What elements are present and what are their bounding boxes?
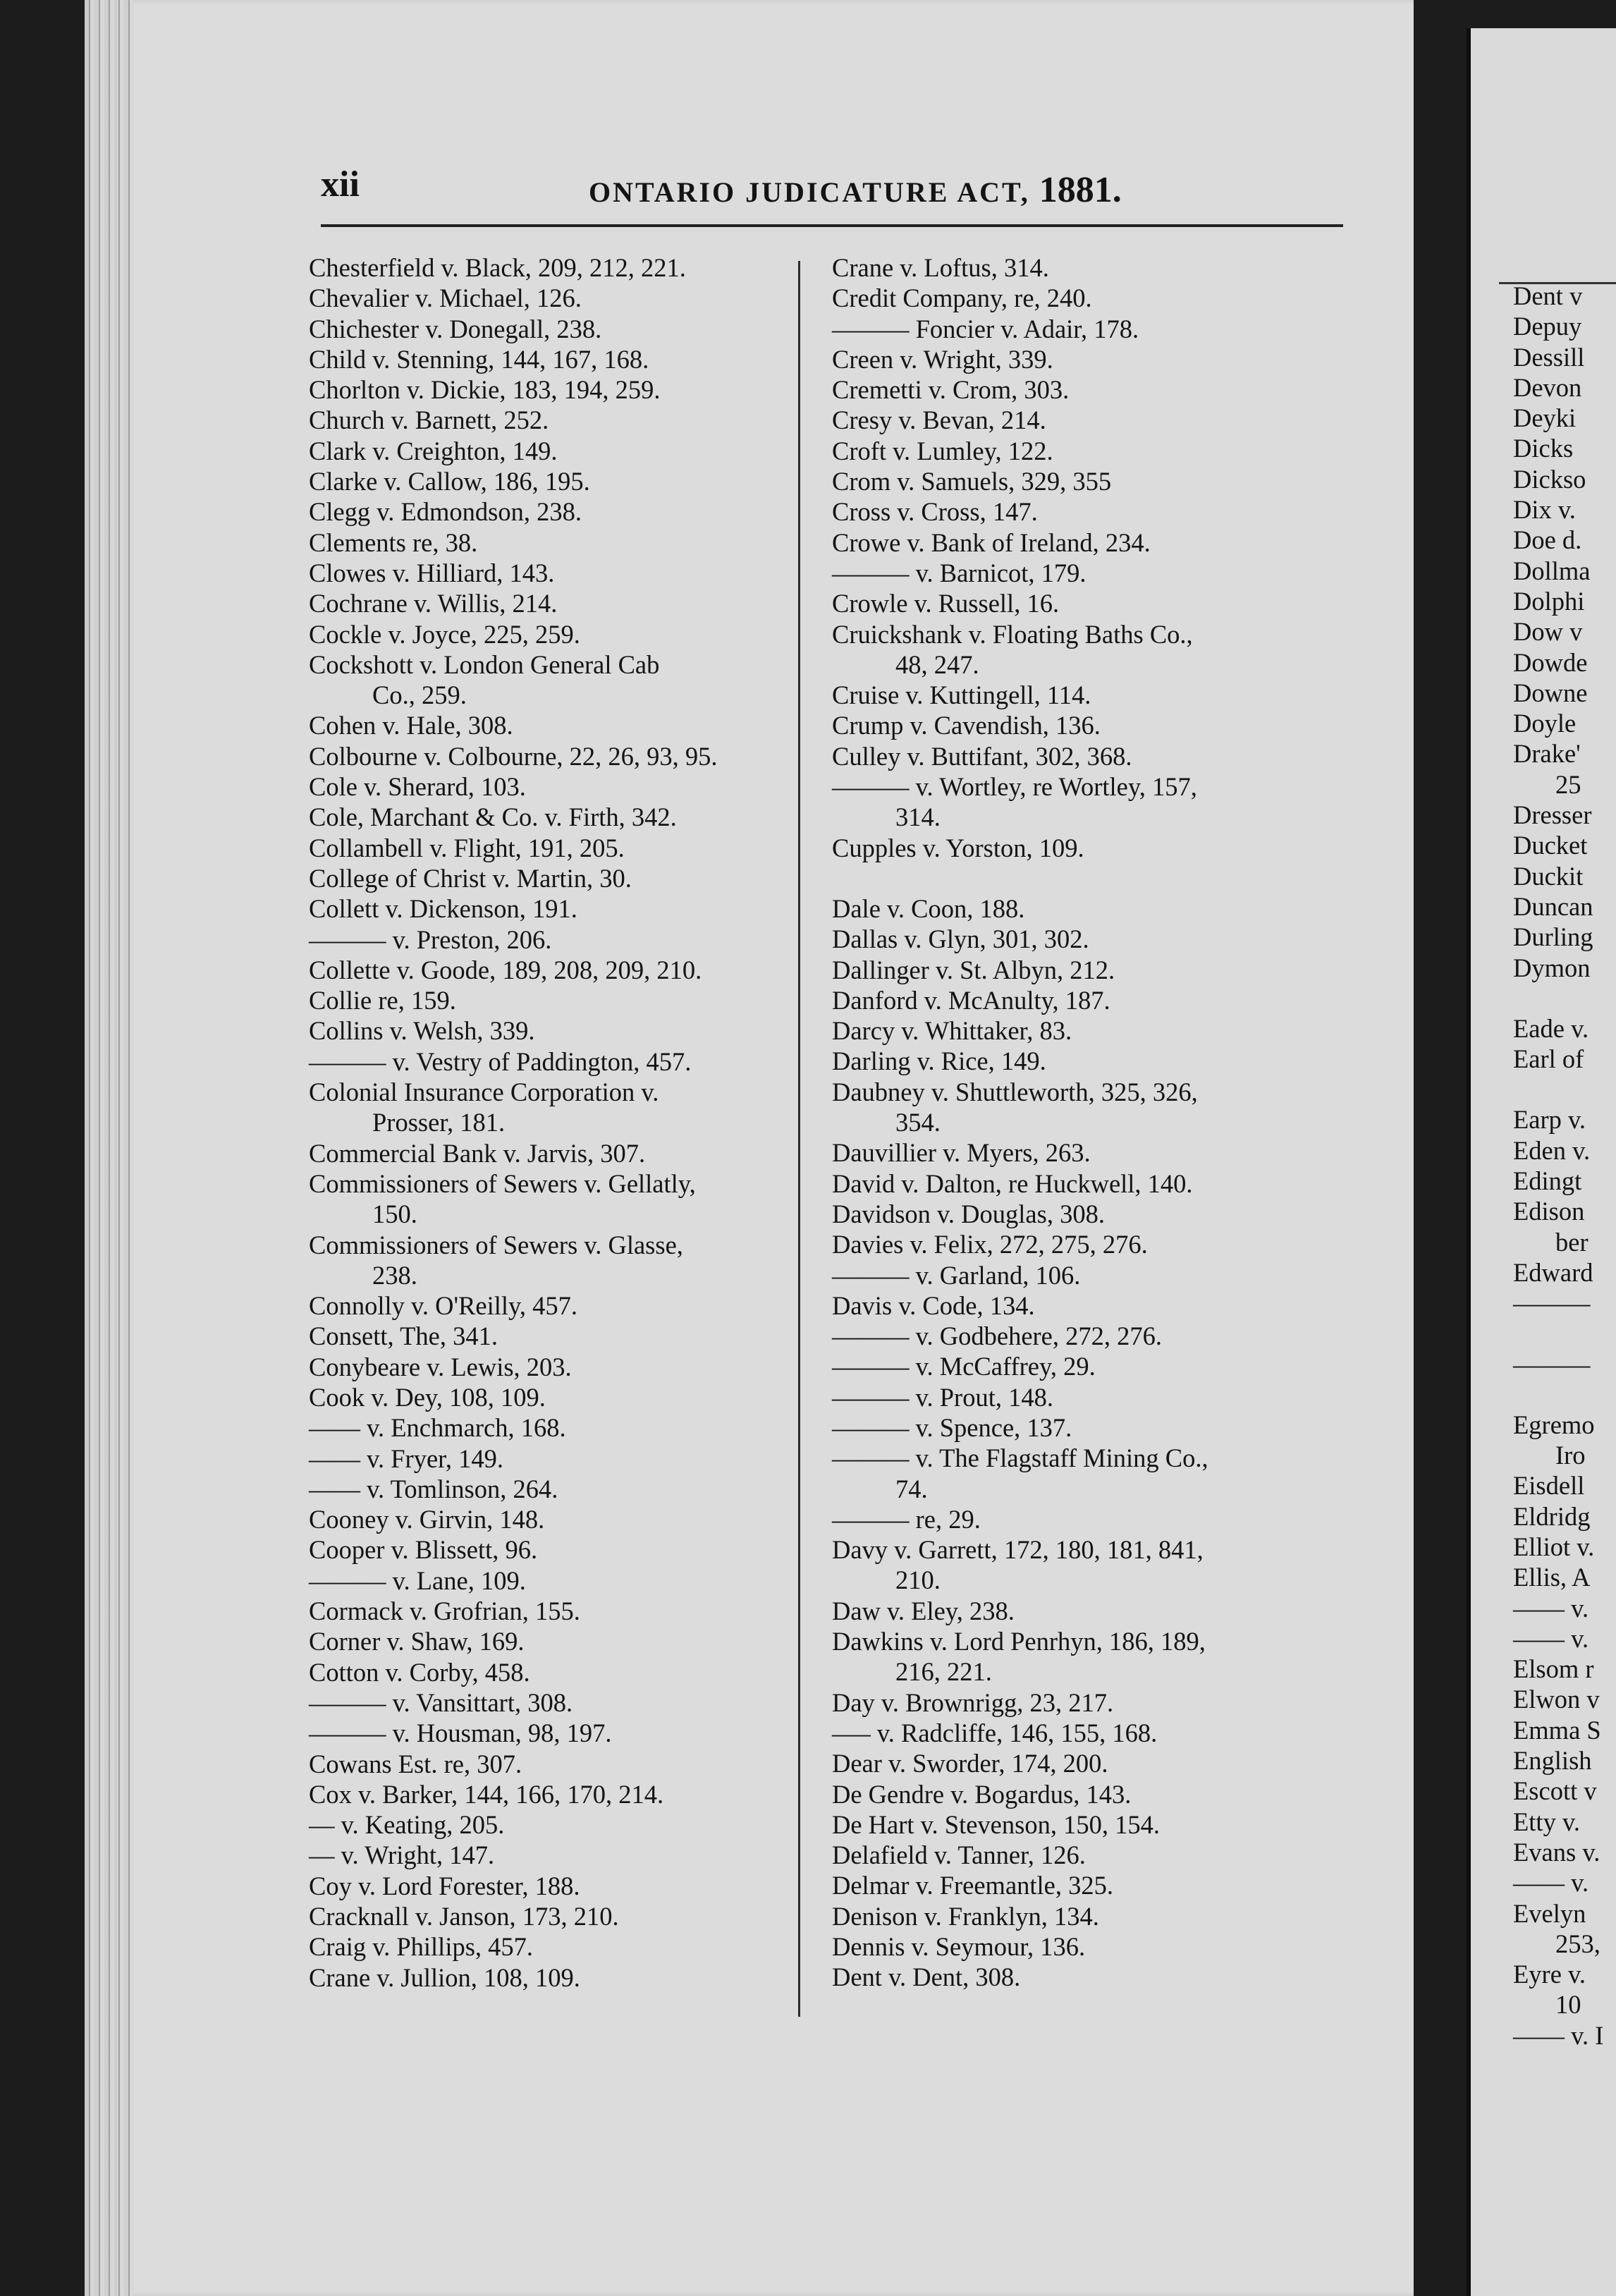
index-entry: Davis v. Code, 134. [832, 1290, 1035, 1320]
index-entry: Dessill [1513, 342, 1585, 372]
index-entry: Cole, Marchant & Co. v. Firth, 342. [309, 802, 677, 832]
index-entry: 150. [372, 1199, 417, 1229]
index-entry: Clegg v. Edmondson, 238. [309, 497, 582, 527]
index-entry: —— v. [1513, 1593, 1589, 1623]
index-column-right [832, 252, 1340, 1993]
index-entry: Crowe v. Bank of Ireland, 234. [832, 527, 1151, 557]
index-entry: Durling [1513, 922, 1593, 952]
index-entry: Cross v. Cross, 147. [832, 497, 1038, 527]
index-entry: Elsom r [1513, 1654, 1594, 1684]
index-entry: Day v. Brownrigg, 23, 217. [832, 1687, 1114, 1717]
index-entry: 253, [1555, 1929, 1600, 1958]
index-entry: Chevalier v. Michael, 126. [309, 283, 582, 313]
facing-page-column [1513, 281, 1603, 2051]
index-entry: Dolphi [1513, 586, 1585, 616]
index-entry: Collambell v. Flight, 191, 205. [309, 833, 625, 862]
index-entry: Clark v. Creighton, 149. [309, 436, 558, 465]
index-entry: Culley v. Buttifant, 302, 368. [832, 741, 1132, 771]
index-entry: — v. Keating, 205. [309, 1810, 505, 1840]
index-entry: Doyle [1513, 709, 1577, 738]
index-entry: Devon [1513, 372, 1582, 402]
section-gap [1513, 1074, 1603, 1104]
index-entry: Cockshott v. London General Cab [309, 649, 660, 679]
index-entry: Daubney v. Shuttleworth, 325, 326, [832, 1077, 1198, 1106]
index-entry: Croft v. Lumley, 122. [832, 436, 1053, 465]
index-entry: Cresy v. Bevan, 214. [832, 405, 1046, 435]
index-entry: Cochrane v. Willis, 214. [309, 589, 558, 618]
index-entry: Elwon v [1513, 1685, 1600, 1714]
index-entry: 74. [895, 1474, 928, 1503]
index-entry: Duckit [1513, 861, 1584, 891]
index-entry: Cockle v. Joyce, 225, 259. [309, 619, 580, 649]
index-entry: ——— v. Vestry of Paddington, 457. [309, 1046, 692, 1076]
index-entry: ber [1555, 1227, 1589, 1257]
index-entry: English [1513, 1746, 1592, 1776]
index-entry: Davy v. Garrett, 172, 180, 181, 841, [832, 1535, 1204, 1565]
index-entry: Cupples v. Yorston, 109. [832, 833, 1084, 862]
index-entry: Etty v. [1513, 1807, 1580, 1836]
index-entry: Colbourne v. Colbourne, 22, 26, 93, 95. [309, 741, 718, 771]
index-entry: Dickso [1513, 464, 1586, 494]
index-entry: 48, 247. [895, 649, 979, 679]
index-entry: College of Christ v. Martin, 30. [309, 863, 632, 893]
index-entry: Eyre v. [1513, 1960, 1586, 1989]
index-entry: Delmar v. Freemantle, 325. [832, 1871, 1114, 1900]
index-entry: ——— re, 29. [832, 1504, 981, 1534]
index-entry: —— v. Enchmarch, 168. [309, 1413, 566, 1443]
index-entry: Edingt [1513, 1166, 1582, 1196]
index-entry: Chesterfield v. Black, 209, 212, 221. [309, 253, 686, 282]
index-entry: Downe [1513, 678, 1588, 707]
index-entry: Doe d. [1513, 525, 1582, 555]
index-entry: Cruise v. Kuttingell, 114. [832, 680, 1091, 710]
index-entry: Clowes v. Hilliard, 143. [309, 558, 555, 587]
index-entry: Dowde [1513, 647, 1588, 677]
index-entry: —– v. Radcliffe, 146, 155, 168. [832, 1718, 1158, 1747]
index-entry: Earl of [1513, 1044, 1584, 1074]
index-entry: Dear v. Sworder, 174, 200. [832, 1749, 1108, 1778]
index-entry: Child v. Stenning, 144, 167, 168. [309, 344, 649, 374]
index-entry: Corner v. Shaw, 169. [309, 1627, 525, 1656]
index-entry: Eden v. [1513, 1135, 1591, 1165]
index-entry: Craig v. Phillips, 457. [309, 1932, 534, 1962]
index-entry: Crowle v. Russell, 16. [832, 589, 1060, 618]
index-entry: Cooney v. Girvin, 148. [309, 1505, 545, 1534]
index-entry: Cracknall v. Janson, 173, 210. [309, 1902, 619, 1931]
index-entry: Dent v. Dent, 308. [832, 1962, 1021, 1992]
index-entry: Eldridg [1513, 1501, 1591, 1531]
index-entry: Credit Company, re, 240. [832, 283, 1092, 313]
index-entry: Evelyn [1513, 1898, 1586, 1928]
index-entry: Cruickshank v. Floating Baths Co., [832, 619, 1193, 649]
index-entry: Deyki [1513, 403, 1577, 433]
facing-page [1467, 28, 1616, 2296]
index-entry: Cole v. Sherard, 103. [309, 772, 526, 802]
index-entry: —— v. Tomlinson, 264. [309, 1474, 558, 1503]
index-entry: Dicks [1513, 434, 1574, 463]
index-entry: 25 [1555, 769, 1581, 799]
index-entry: De Gendre v. Bogardus, 143. [832, 1779, 1132, 1809]
index-entry: Duncan [1513, 891, 1593, 921]
running-title [589, 169, 1122, 211]
index-entry: Dent v [1513, 281, 1583, 310]
section-gap [1513, 1319, 1603, 1349]
index-entry: Collette v. Goode, 189, 208, 209, 210. [309, 955, 702, 984]
index-entry: —— v. Fryer, 149. [309, 1443, 503, 1473]
index-entry: 210. [895, 1565, 941, 1595]
index-entry: 216, 221. [895, 1657, 992, 1687]
index-entry: ——— [1513, 1349, 1591, 1379]
page-header [321, 164, 1378, 220]
index-entry: Dallinger v. St. Albyn, 212. [832, 955, 1115, 984]
index-entry: Dresser [1513, 800, 1592, 830]
index-entry: Escott v [1513, 1776, 1597, 1806]
index-entry: Darcy v. Whittaker, 83. [832, 1016, 1072, 1046]
index-entry: Dauvillier v. Myers, 263. [832, 1138, 1091, 1168]
index-entry: ——— v. Spence, 137. [832, 1412, 1072, 1442]
page-edges [85, 0, 134, 2296]
index-entry: Prosser, 181. [372, 1108, 506, 1137]
index-entry: Dallas v. Glyn, 301, 302. [832, 924, 1089, 954]
index-entry: Crom v. Samuels, 329, 355 [832, 467, 1112, 496]
index-entry: Conybeare v. Lewis, 203. [309, 1352, 572, 1381]
index-entry: Collins v. Welsh, 339. [309, 1016, 535, 1046]
index-entry: Davidson v. Douglas, 308. [832, 1199, 1105, 1228]
index-entry: Depuy [1513, 312, 1582, 341]
index-entry: Iro [1555, 1441, 1586, 1470]
index-entry: Denison v. Franklyn, 134. [832, 1901, 1099, 1931]
index-entry: 354. [895, 1108, 941, 1137]
index-entry: ——— v. Garland, 106. [832, 1260, 1081, 1290]
index-entry: Delafield v. Tanner, 126. [832, 1840, 1086, 1870]
index-entry: Dow v [1513, 617, 1583, 647]
index-entry: Coy v. Lord Forester, 188. [309, 1871, 580, 1900]
index-entry: ——— v. Prout, 148. [832, 1382, 1053, 1412]
index-entry: ——— v. The Flagstaff Mining Co., [832, 1443, 1208, 1473]
index-entry: ——— v. Preston, 206. [309, 924, 552, 954]
index-entry: Colonial Insurance Corporation v. [309, 1077, 659, 1107]
index-entry: Commissioners of Sewers v. Gellatly, [309, 1168, 696, 1198]
index-entry: Crump v. Cavendish, 136. [832, 711, 1101, 740]
index-entry: Dix v. [1513, 495, 1576, 525]
index-entry: ——— v. Vansittart, 308. [309, 1687, 573, 1717]
index-entry: Daw v. Eley, 238. [832, 1596, 1015, 1625]
index-entry: Chichester v. Donegall, 238. [309, 314, 602, 343]
index-entry: Elliot v. [1513, 1532, 1595, 1561]
index-entry: Dennis v. Seymour, 136. [832, 1932, 1086, 1962]
index-entry: ——— v. Barnicot, 179. [832, 558, 1086, 587]
index-entry: Dymon [1513, 953, 1591, 982]
index-entry: Edward [1513, 1257, 1593, 1287]
index-entry: Cotton v. Corby, 458. [309, 1657, 530, 1687]
index-entry: Cremetti v. Crom, 303. [832, 375, 1070, 405]
column-divider [798, 261, 800, 2017]
section-gap [832, 863, 1340, 893]
index-entry: Evans v. [1513, 1837, 1600, 1867]
index-entry: Earp v. [1513, 1105, 1586, 1135]
index-entry: Eade v. [1513, 1013, 1589, 1043]
index-entry: ——— v. Wortley, re Wortley, 157, [832, 772, 1197, 802]
index-entry: Chorlton v. Dickie, 183, 194, 259. [309, 375, 661, 405]
index-entry: Ellis, A [1513, 1563, 1591, 1592]
index-entry: ——— v. Housman, 98, 197. [309, 1718, 612, 1748]
index-entry: Darling v. Rice, 149. [832, 1046, 1046, 1076]
index-entry: Danford v. McAnulty, 187. [832, 985, 1110, 1015]
index-entry: Eisdell [1513, 1471, 1585, 1501]
index-entry: Cowans Est. re, 307. [309, 1749, 522, 1778]
index-entry: Edison [1513, 1197, 1585, 1226]
index-entry: 10 [1555, 1990, 1581, 2020]
index-entry: Collett v. Dickenson, 191. [309, 894, 577, 924]
index-entry: Davies v. Felix, 272, 275, 276. [832, 1230, 1148, 1259]
index-entry: ——— v. Lane, 109. [309, 1565, 526, 1595]
index-entry: De Hart v. Stevenson, 150, 154. [832, 1809, 1160, 1839]
index-entry: Crane v. Jullion, 108, 109. [309, 1962, 580, 1992]
running-title-year: 1881. [1039, 170, 1122, 210]
index-entry: Collie re, 159. [309, 986, 456, 1015]
index-entry: Cooper v. Blissett, 96. [309, 1535, 538, 1565]
index-entry: Dollma [1513, 556, 1591, 585]
index-entry: Creen v. Wright, 339. [832, 344, 1053, 374]
index-entry: Cohen v. Hale, 308. [309, 711, 513, 740]
index-entry: Drake' [1513, 739, 1581, 769]
index-entry: ——— v. Godbehere, 272, 276. [832, 1321, 1162, 1351]
index-entry: —— v. I [1513, 2020, 1604, 2050]
index-entry: Ducket [1513, 831, 1588, 860]
index-entry: Commercial Bank v. Jarvis, 307. [309, 1138, 646, 1168]
index-entry: Clarke v. Callow, 186, 195. [309, 467, 590, 496]
index-entry: Connolly v. O'Reilly, 457. [309, 1291, 578, 1321]
index-entry: David v. Dalton, re Huckwell, 140. [832, 1168, 1193, 1198]
index-entry: Church v. Barnett, 252. [309, 405, 549, 435]
section-gap [1513, 983, 1603, 1013]
index-entry: —— v. [1513, 1623, 1589, 1653]
index-entry: Dawkins v. Lord Penrhyn, 186, 189, [832, 1627, 1206, 1656]
index-column-left [309, 252, 788, 1993]
page-number: xii [321, 164, 360, 204]
index-entry: Clements re, 38. [309, 527, 478, 557]
header-rule [321, 224, 1343, 227]
index-entry: Emma S [1513, 1715, 1601, 1745]
index-entry: Cormack v. Grofrian, 155. [309, 1596, 580, 1626]
index-entry: 314. [895, 802, 941, 832]
index-entry: Cox v. Barker, 144, 166, 170, 214. [309, 1779, 664, 1809]
section-gap [1513, 1379, 1603, 1410]
index-entry: ——— Foncier v. Adair, 178. [832, 314, 1139, 343]
running-title-text: ONTARIO JUDICATURE ACT, [589, 176, 1030, 208]
index-entry: Commissioners of Sewers v. Glasse, [309, 1230, 683, 1259]
index-entry: — v. Wright, 147. [309, 1840, 495, 1870]
index-entry: ——— v. McCaffrey, 29. [832, 1352, 1096, 1381]
index-entry: Cook v. Dey, 108, 109. [309, 1382, 546, 1412]
index-entry: Egremo [1513, 1410, 1595, 1439]
index-entry: Crane v. Loftus, 314. [832, 253, 1049, 282]
index-entry: 238. [372, 1260, 417, 1290]
index-entry: Co., 259. [372, 680, 467, 710]
index-entry: ——— [1513, 1288, 1591, 1318]
index-entry: Dale v. Coon, 188. [832, 893, 1025, 923]
index-entry: —— v. [1513, 1868, 1589, 1898]
index-entry: Consett, The, 341. [309, 1321, 498, 1351]
